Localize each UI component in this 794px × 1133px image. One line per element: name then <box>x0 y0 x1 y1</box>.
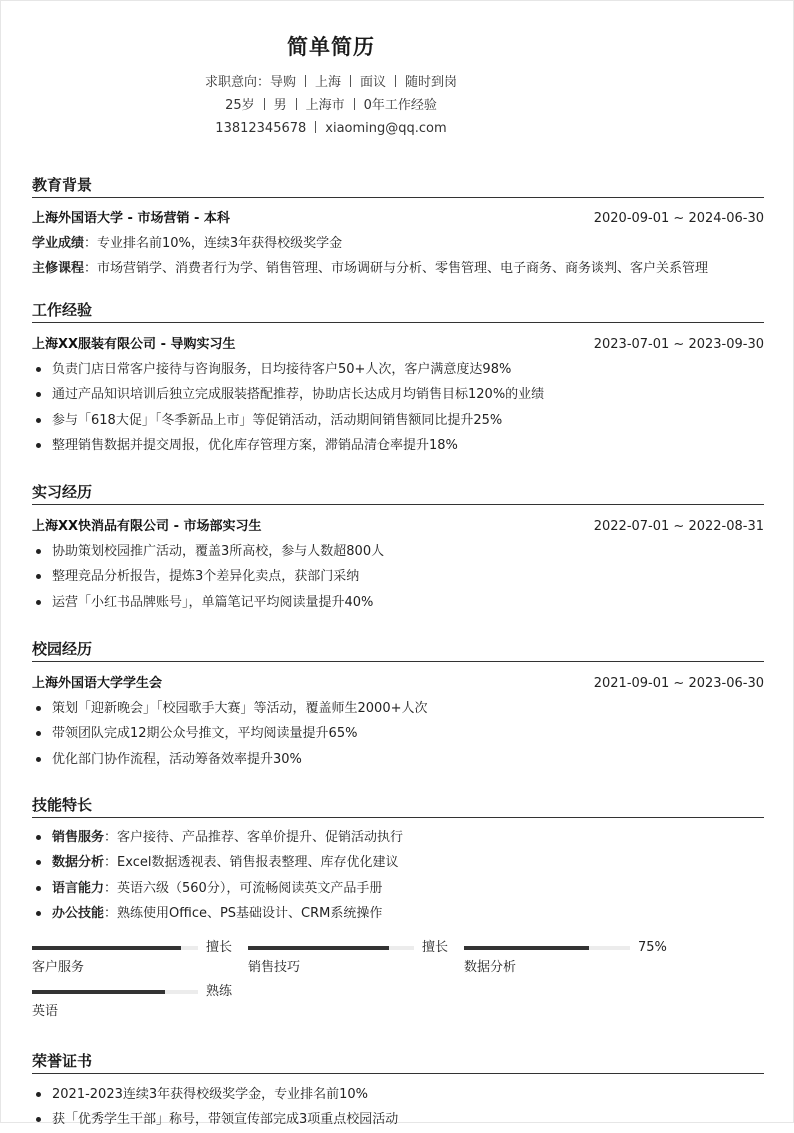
skill-level: 擅长 <box>206 940 233 956</box>
skill-name: 客户服务 <box>32 960 85 976</box>
skill-name: 数据分析 <box>464 960 517 976</box>
skill-level: 熟练 <box>206 984 233 1000</box>
skill-text: ：Excel数据透视表、销售报表整理、库存优化建议 <box>104 855 399 871</box>
separator <box>350 75 351 87</box>
grade-label: 学业成绩 <box>32 236 85 251</box>
honors-section <box>32 1049 764 1133</box>
courses-label: 主修课程 <box>32 261 85 276</box>
skill-text: ：客户接待、产品推荐、客单价提升、促销活动执行 <box>104 830 404 845</box>
skill-bar-fill <box>32 990 165 994</box>
phone-number: 13812345678 <box>215 121 307 136</box>
list-item: 参与「618大促」「冬季新品上市」等促销活动，活动期间销售额同比提升25% <box>32 408 764 433</box>
skill-text: ：熟练使用Office、PS基础设计、CRM系统操作 <box>104 905 383 921</box>
list-item: 整理销售数据并提交周报，优化库存管理方案，滞销品清仓率提升18% <box>32 433 764 458</box>
skill-name: 英语 <box>32 1004 59 1020</box>
list-item: 协助策划校园推广活动，覆盖3所高校，参与人数超800人 <box>32 539 764 564</box>
courses-line <box>32 256 764 281</box>
entry-org: 上海XX快消品有限公司 - 市场部实习生 <box>32 519 262 534</box>
list-item: 获「优秀学生干部」称号，带领宣传部完成3项重点校园活动 <box>32 1107 764 1132</box>
section-title: 实习经历 <box>32 480 764 505</box>
personal-info-line <box>1 94 661 117</box>
skill-bar-track <box>248 946 414 950</box>
entry-date: 2023-07-01 ~ 2023-09-30 <box>593 337 764 352</box>
section-title: 工作经验 <box>32 298 764 323</box>
info-item: 上海市 <box>305 98 345 113</box>
info-item: 面议 <box>360 75 387 90</box>
grade-line <box>32 231 764 256</box>
separator <box>264 98 265 110</box>
list-item: 通过产品知识培训后独立完成服装搭配推荐，协助店长达成月均销售目标120%的业绩 <box>32 382 764 407</box>
entry-header <box>32 206 764 231</box>
info-item: 0年工作经验 <box>363 98 437 113</box>
list-item: 带领团队完成12期公众号推文，平均阅读量提升65% <box>32 721 764 746</box>
skill-bar-fill <box>248 946 389 950</box>
work-section <box>32 298 764 458</box>
email-address: xiaoming@qq.com <box>325 121 447 136</box>
separator <box>354 98 355 110</box>
list-item: 运营「小红书品牌账号」，单篇笔记平均阅读量提升40% <box>32 590 764 615</box>
skill-name: 销售技巧 <box>248 960 301 976</box>
entry-header <box>32 671 764 696</box>
section-title: 教育背景 <box>32 173 764 198</box>
skill-bar-fill <box>32 946 181 950</box>
info-item: 随时到岗 <box>405 75 458 90</box>
list-item <box>32 825 764 850</box>
section-title: 校园经历 <box>32 637 764 662</box>
internship-bullets <box>32 539 764 615</box>
list-item: 优化部门协作流程，活动筹备效率提升30% <box>32 747 764 772</box>
entry-org: 上海XX服装有限公司 - 导购实习生 <box>32 337 236 352</box>
skill-level: 擅长 <box>422 940 449 956</box>
campus-bullets <box>32 696 764 772</box>
list-item: 负责门店日常客户接待与咨询服务，日均接待客户50+人次，客户满意度达98% <box>32 357 764 382</box>
campus-section <box>32 637 764 772</box>
grade-text: ：专业排名前10%，连续3年获得校级奖学金 <box>84 236 343 251</box>
list-item: 策划「迎新晚会」「校园歌手大赛」等活动，覆盖师生2000+人次 <box>32 696 764 721</box>
list-item <box>32 901 764 926</box>
skill-bars <box>32 938 764 1048</box>
list-item <box>32 850 764 875</box>
entry-date: 2020-09-01 ~ 2024-06-30 <box>593 211 764 226</box>
contact-line <box>1 117 661 140</box>
separator <box>395 75 396 87</box>
skill-label: 数据分析 <box>52 855 105 871</box>
entry-header <box>32 332 764 357</box>
resume-title: 简单简历 <box>287 35 375 59</box>
entry-date: 2022-07-01 ~ 2022-08-31 <box>593 519 764 534</box>
internship-section <box>32 480 764 615</box>
skill-text: ：英语六级（560分），可流畅阅读英文产品手册 <box>104 880 383 896</box>
entry-date: 2021-09-01 ~ 2023-06-30 <box>593 676 764 691</box>
list-item: 2021-2023连续3年获得校级奖学金，专业排名前10% <box>32 1082 764 1107</box>
separator <box>305 75 306 87</box>
skills-section <box>32 793 764 1048</box>
skill-label: 销售服务 <box>52 830 105 845</box>
skill-level: 75% <box>638 940 667 956</box>
info-item: 上海 <box>314 75 341 90</box>
skill-bar-track <box>464 946 630 950</box>
resume-header <box>1 31 661 140</box>
entry-org: 上海外国语大学学生会 <box>32 676 163 691</box>
separator <box>315 121 316 133</box>
info-item: 求职意向：导购 <box>204 75 296 90</box>
work-bullets <box>32 357 764 458</box>
list-item <box>32 876 764 901</box>
skill-bar-track <box>32 990 198 994</box>
honors-bullets <box>32 1082 764 1133</box>
skill-bar-track <box>32 946 198 950</box>
skill-label: 办公技能 <box>52 905 105 921</box>
separator <box>296 98 297 110</box>
list-item: 整理竞品分析报告，提炼3个差异化卖点，获部门采纳 <box>32 564 764 589</box>
info-item: 男 <box>273 98 287 113</box>
info-item: 25岁 <box>225 98 255 113</box>
skill-label: 语言能力 <box>52 880 105 896</box>
section-title: 荣誉证书 <box>32 1049 764 1074</box>
education-section <box>32 173 764 281</box>
section-title: 技能特长 <box>32 793 764 818</box>
entry-org: 上海外国语大学 - 市场营销 - 本科 <box>32 211 230 226</box>
skills-bullets <box>32 825 764 926</box>
courses-text: ：市场营销学、消费者行为学、销售管理、市场调研与分析、零售管理、电子商务、商务谈判、客户关系管理 <box>84 261 709 276</box>
skill-bar-fill <box>464 946 589 950</box>
job-intention-line <box>1 71 661 94</box>
entry-header <box>32 514 764 539</box>
